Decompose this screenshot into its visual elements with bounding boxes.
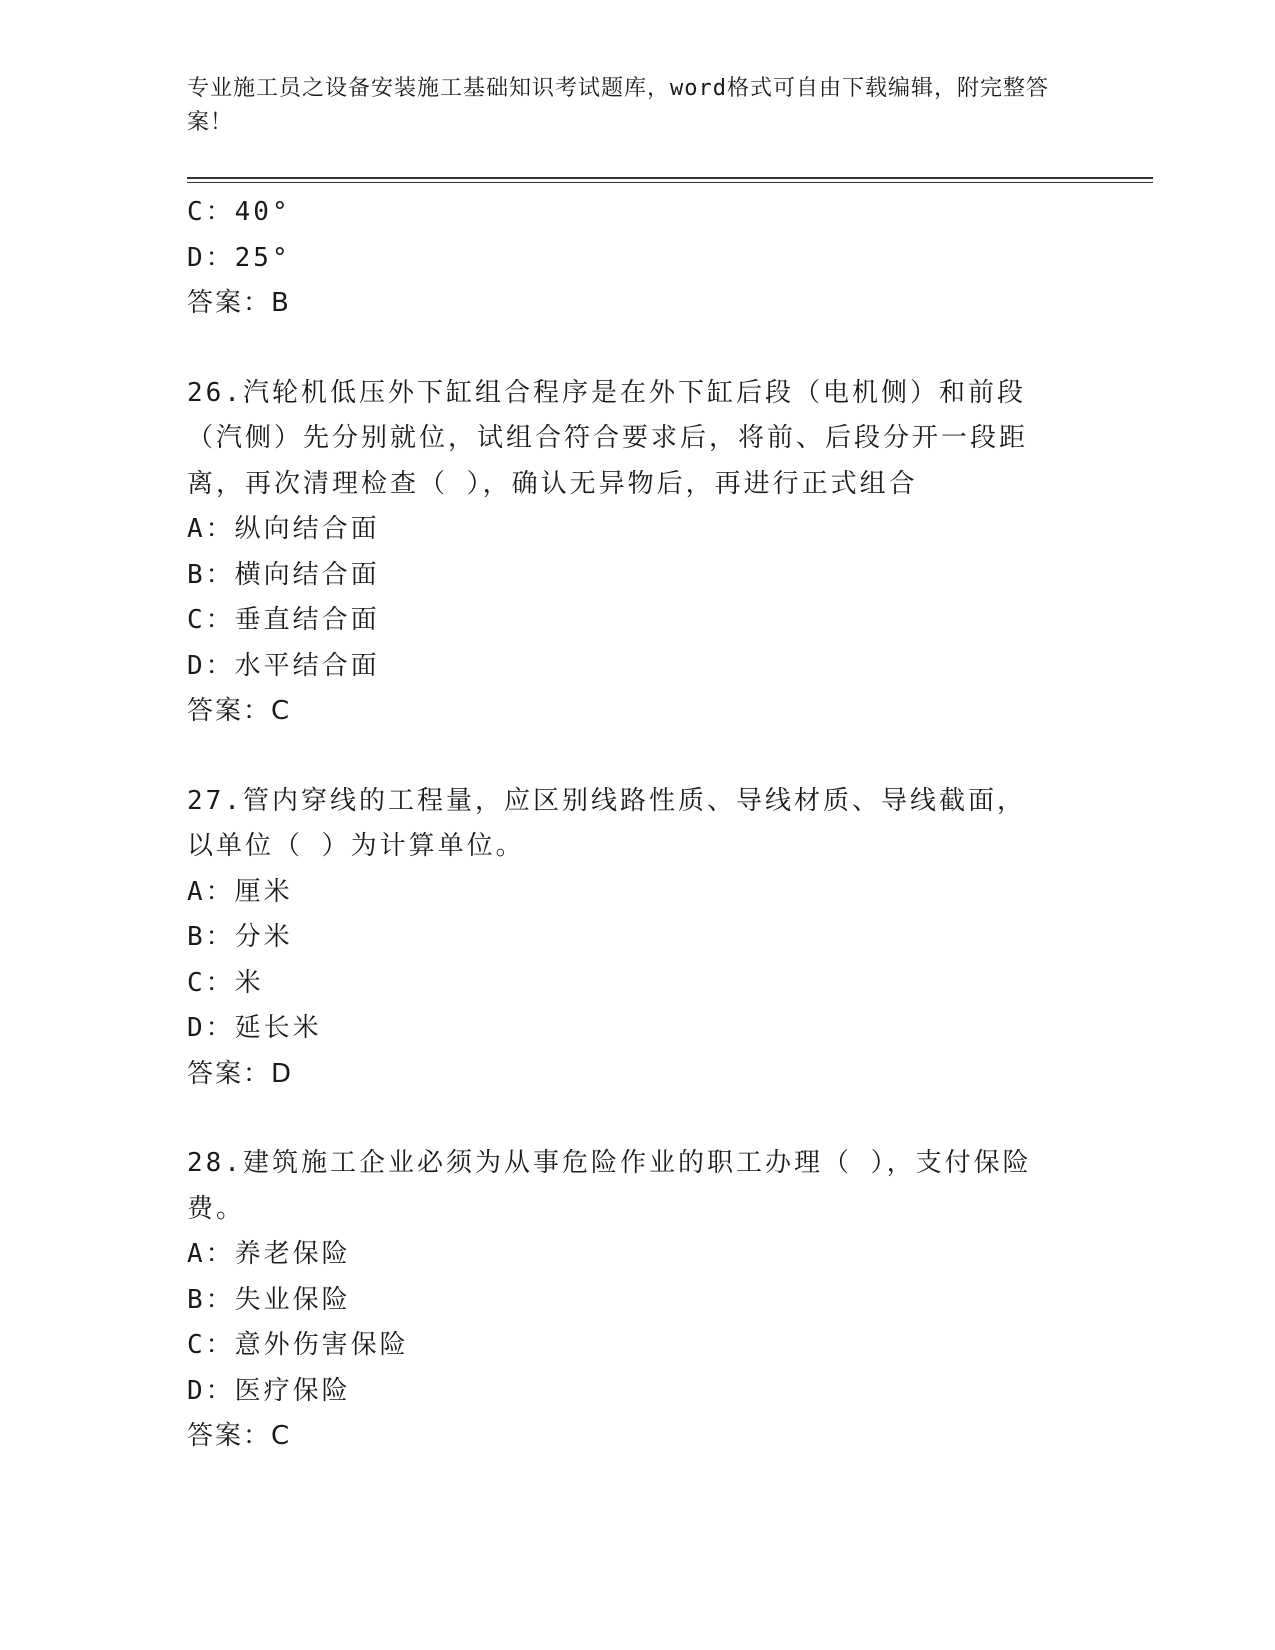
question-stem: 26.汽轮机低压外下缸组合程序是在外下缸后段（电机侧）和前段（汽侧）先分别就位，试组合符合要求后，将前、后段分开一段距离，再次清理检查（ ），确认无异物后，再进行正式组合 (187, 377, 1029, 499)
question-block-28 (187, 1141, 1087, 1460)
answer-line: 答案：C (187, 1421, 292, 1451)
option-d: D：医疗保险 (187, 1375, 351, 1406)
answer-line: 答案：C (187, 696, 292, 726)
answer-line: 答案：D (187, 1058, 294, 1089)
header-divider (187, 177, 1153, 179)
option-d: D：水平结合面 (187, 650, 380, 681)
option-b: B：横向结合面 (187, 559, 380, 590)
answer-line: 答案：B (187, 288, 291, 318)
option-a: A：养老保险 (187, 1239, 351, 1269)
option-d: D：延长米 (187, 1013, 322, 1043)
question-stem: 27.管内穿线的工程量，应区别线路性质、导线材质、导线截面，以单位（ ）为计算单位。 (187, 785, 1026, 861)
option-a: A：厘米 (187, 876, 293, 907)
document-header: 专业施工员之设备安装施工基础知识考试题库，word格式可自由下载编辑，附完整答案！ (187, 76, 1049, 135)
option-c: C：垂直结合面 (187, 605, 380, 635)
option-c: C：40° (187, 197, 291, 227)
option-c: C：意外伤害保险 (187, 1330, 409, 1360)
question-block-previous (187, 190, 1087, 327)
option-b: B：失业保险 (187, 1284, 351, 1315)
question-list (187, 190, 1087, 1460)
option-c: C：米 (187, 967, 264, 998)
header-divider-secondary (187, 182, 1153, 183)
option-b: B：分米 (187, 922, 293, 952)
question-block-27 (187, 779, 1087, 1098)
question-block-26 (187, 371, 1087, 735)
question-stem: 28.建筑施工企业必须为从事危险作业的职工办理（ ），支付保险费。 (187, 1148, 1032, 1224)
option-d: D：25° (187, 242, 291, 273)
option-a: A：纵向结合面 (187, 514, 380, 544)
